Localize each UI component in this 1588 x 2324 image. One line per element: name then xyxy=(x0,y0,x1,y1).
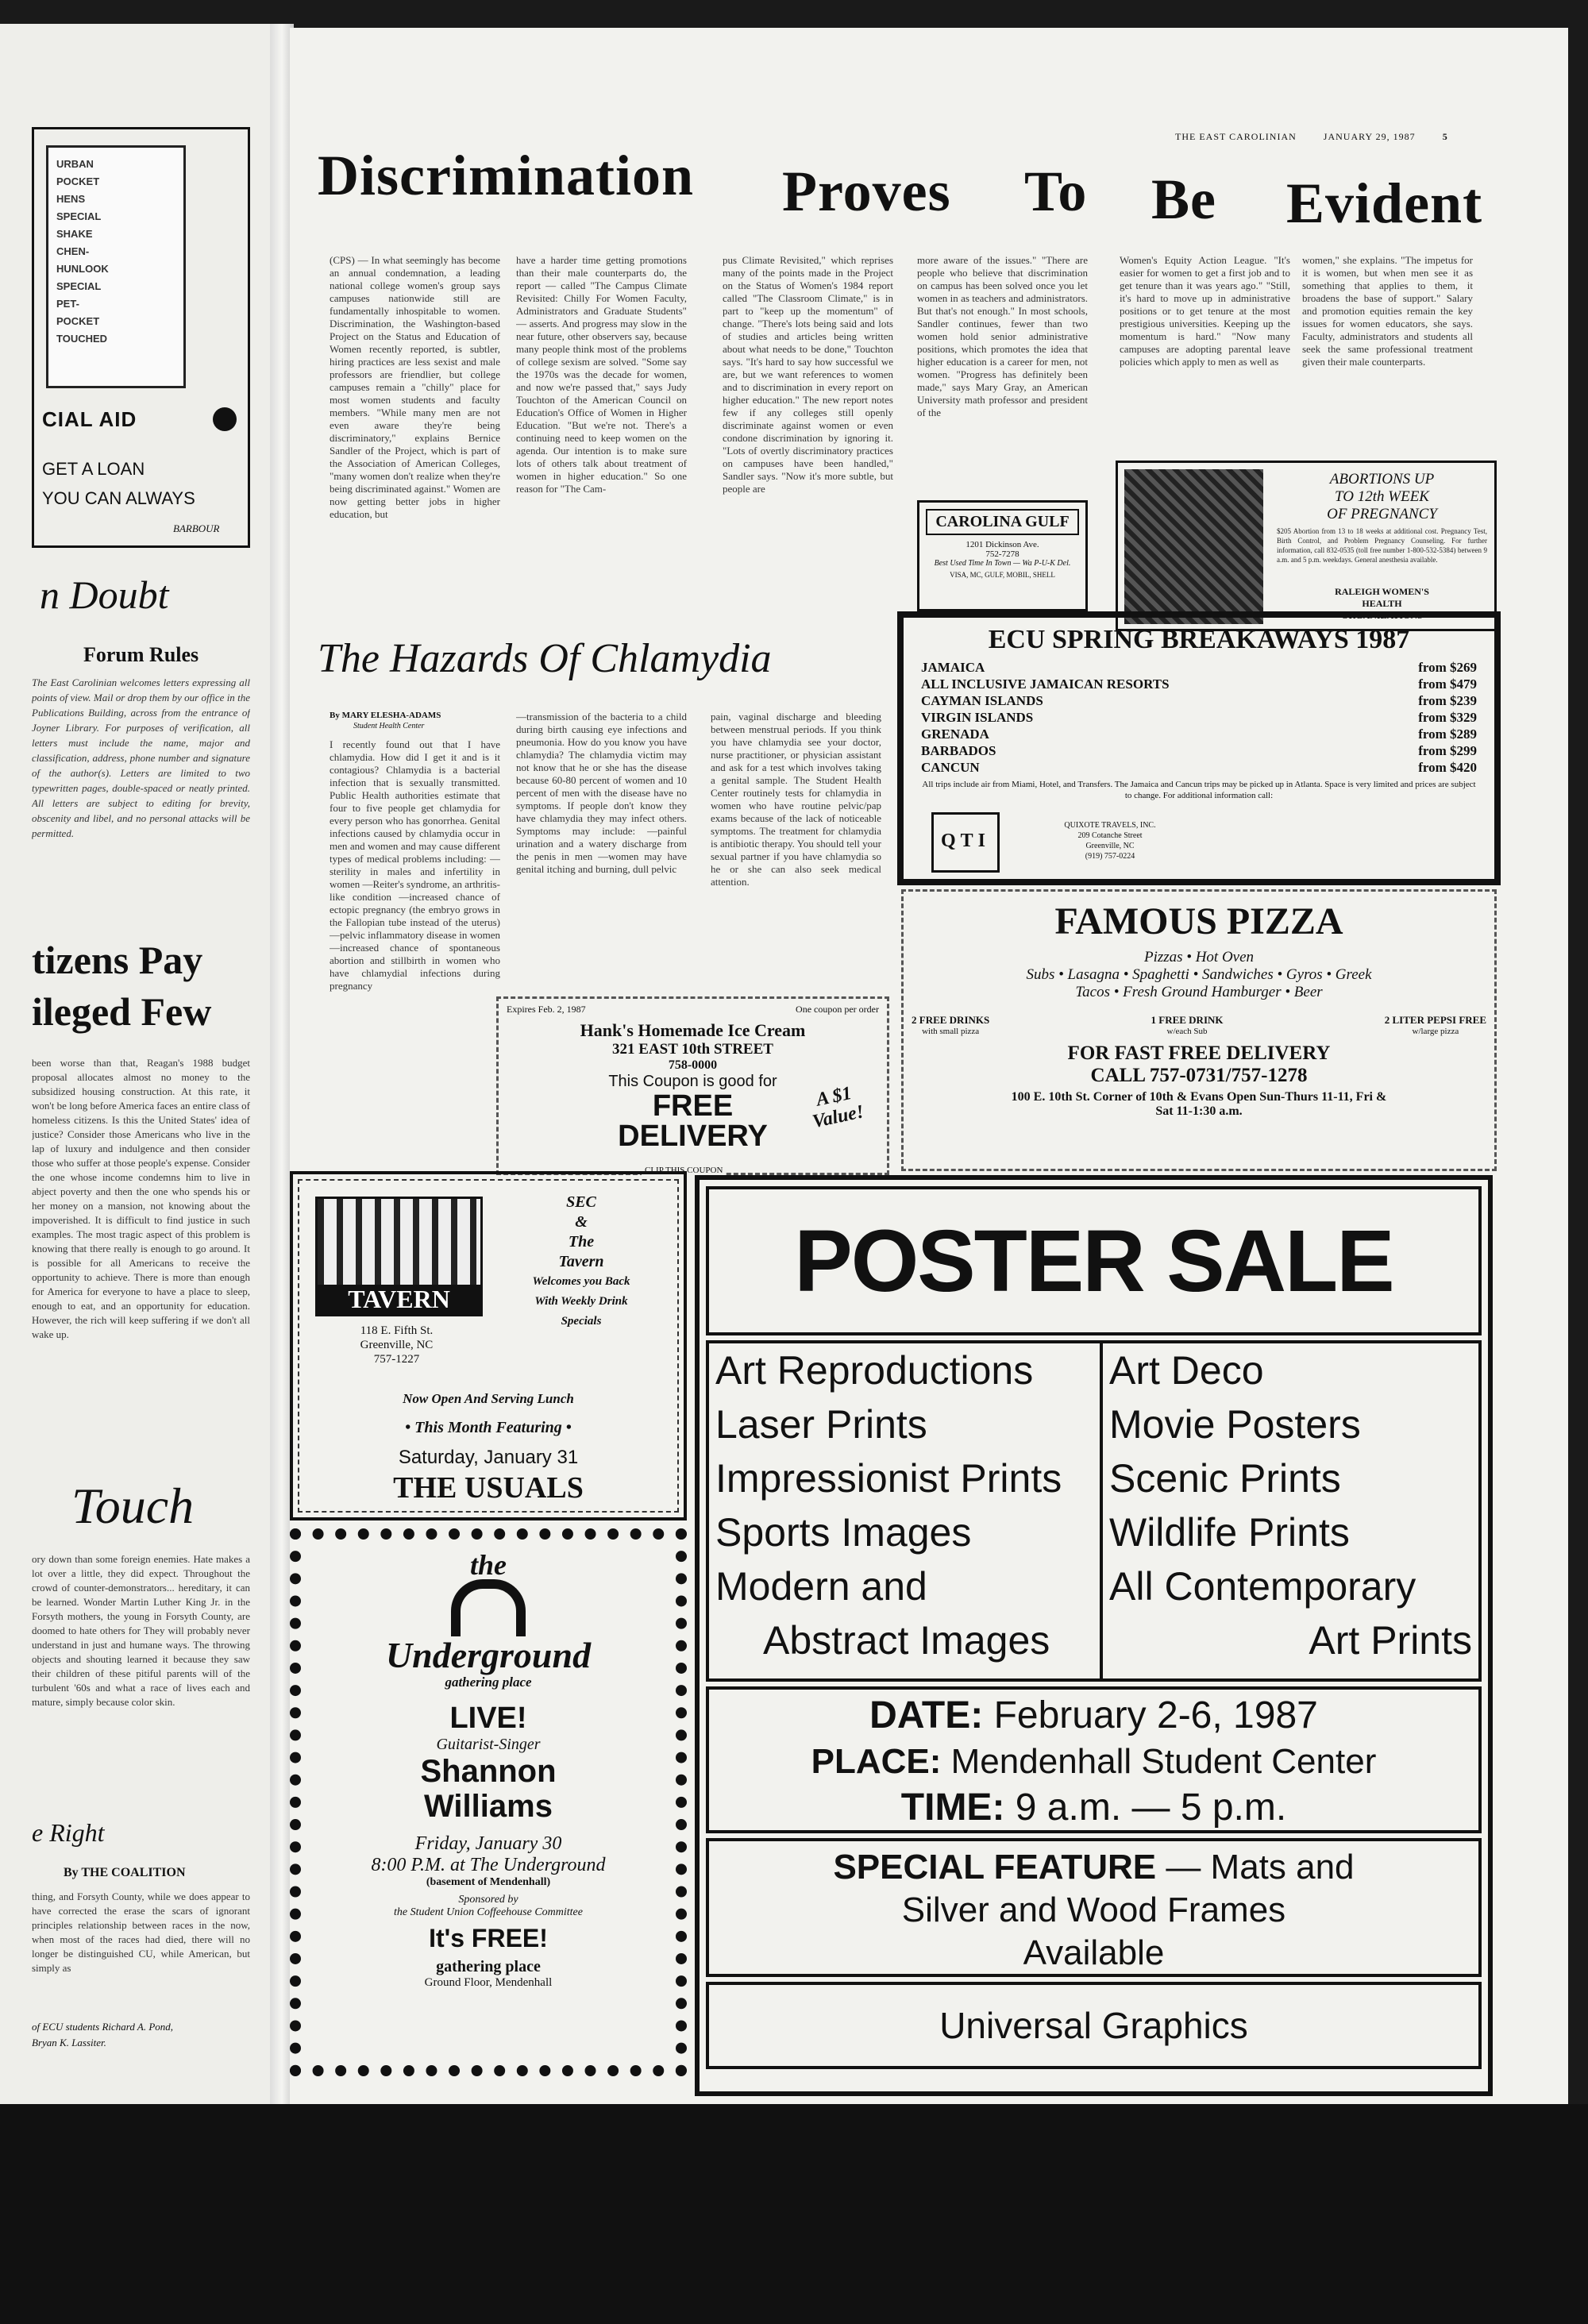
poster-item-right-2: Movie Posters xyxy=(1109,1402,1361,1447)
left-article-text-4: thing, and Forsyth County, while we does appear to have corrected the erase the scars of ignorant principles relationship between races in the now, when most of the races had died, there will no longer be distinguished CU, while American, but simply as xyxy=(32,1890,250,1974)
pizza-deal-3 xyxy=(1385,1014,1486,1036)
pizza-deal-1-sub: with small pizza xyxy=(922,1027,980,1036)
pizza-deal-2 xyxy=(1151,1014,1224,1036)
poster-time: 9 a.m. — 5 p.m. xyxy=(1015,1786,1287,1829)
cartoon-sign-line: SHAKE xyxy=(56,228,93,240)
article-column-1: (CPS) — In what seemingly has become an annual condemnation, a leading national college women's group says campuses nationwide still are fundamentally inhospitable to women. Discrimination, the Washington-based Project on the Status and Education of Women recently reported, is subtler, hiring practices are less sexist and male professors are friendlier, but college campuses remain a "chilly" place for most women students and faculty members. "While many men are not even aware they're being discriminatory," explains Bernice Sandler of the Project, which is part of the Association of American Colleges, "many women don't realize when they're being discriminated against." Women are now getting better jobs in higher education, but xyxy=(330,254,500,520)
tavern-lunch: Now Open And Serving Lunch xyxy=(403,1391,574,1406)
underground-role: Guitarist-Singer xyxy=(436,1736,541,1753)
cartoon-sign xyxy=(46,145,186,388)
cartoon-sign-line: PET- xyxy=(56,298,79,310)
abortion-body: $205 Abortion from 13 to 18 weeks at additional cost. Pregnancy Test, Birth Control, and Problem Pregnancy Counseling. For further information, call 832-0535 (toll free number 1-800-532-5384) between 9 a.m. and 5 p.m. weekdays. General anesthesia available. xyxy=(1277,527,1487,564)
underground-time: 8:00 P.M. at The Underground xyxy=(371,1855,606,1875)
tavern-specials xyxy=(498,1193,665,1332)
poster-items xyxy=(706,1340,1482,1682)
breakaway-price: from $420 xyxy=(1418,760,1477,775)
poster-time-label: TIME: xyxy=(900,1786,1005,1829)
cartoon-sign-line: POCKET xyxy=(56,315,100,327)
newspaper-page xyxy=(290,28,1568,2108)
cartoon-sign-line: TOUCHED xyxy=(56,333,108,345)
poster-item-left-3: Impressionist Prints xyxy=(715,1456,1062,1501)
cartoon-sign-lines xyxy=(48,148,183,356)
abortion-title-1: ABORTIONS UP xyxy=(1329,471,1435,488)
breakaway-row xyxy=(921,726,1477,742)
carolina-gulf-address: 1201 Dickinson Ave. xyxy=(966,540,1039,549)
pizza-deal-1 xyxy=(912,1014,989,1036)
breakaway-destination: ALL INCLUSIVE JAMAICAN RESORTS xyxy=(921,676,1170,692)
poster-date: February 2-6, 1987 xyxy=(993,1694,1318,1736)
breakaways-title: ECU SPRING BREAKAWAYS 1987 xyxy=(988,625,1410,654)
abortion-ad-text xyxy=(1273,471,1491,523)
left-headline-privileged: ileged Few xyxy=(32,989,212,1034)
tavern-and: & xyxy=(575,1213,588,1231)
forum-rules-text: The East Carolinian welcomes letters expressing all points of view. Mail or drop them by our office in the Publications Building, across from the entrance of Joyner Library. For purposes of verification, all letters must include the name, major and classification, address, phone number and signature of the author(s). Letters are limited to two typewritten pages, double-spaced or neatly printed. All letters are subject to editing for brevity, obscenity and libel, and no personal attacks will be permitted. xyxy=(32,676,250,839)
quixote-phone: (919) 757-0224 xyxy=(1085,852,1135,861)
pizza-deal-3-sub: w/large pizza xyxy=(1412,1027,1459,1036)
breakaway-destination: BARBADOS xyxy=(921,743,996,758)
underground-gathering: gathering place xyxy=(445,1675,532,1690)
left-page xyxy=(0,24,282,2104)
headline-word-3: To xyxy=(1024,160,1088,223)
poster-place-label: PLACE: xyxy=(811,1742,942,1781)
qti-logo xyxy=(931,812,1000,873)
poster-feature-rest: — Mats and xyxy=(1156,1848,1355,1887)
article-column-3: pus Climate Revisited," which reprises many of the points made in the Project on the Status of Women's 1984 report called "The Classroom Climate," is in part to "keep up the momentum" of change. "There's lots being said and lots of studies and articles being written about what needs to be done," Touchton says. "It's hard to say how successful we are, but we want references to women and to discrimination in every report on higher education." The new report notes few if any colleges still openly discriminate against women or even condone discrimination by ignoring it. "Lots of overtly discriminatory practices on campuses have been handled," Sandler says. "Now it's more subtle, but people are xyxy=(723,254,893,495)
abortion-org-2: HEALTH xyxy=(1362,598,1402,609)
poster-item-left-6: Abstract Images xyxy=(763,1618,1050,1663)
breakaway-price: from $269 xyxy=(1418,660,1477,675)
cartoon-text-2: YOU CAN ALWAYS xyxy=(42,488,195,508)
tavern-specials-text: Specials xyxy=(561,1315,602,1328)
poster-item-left-5: Modern and xyxy=(715,1564,927,1609)
pizza-deal-1-title: 2 FREE DRINKS xyxy=(912,1014,990,1026)
article-column-6: women," she explains. "The impetus for it is women, but when men see it as something that applies to them, it broadens the base of support." Salary and promotion equities remain the key issues for women educators, she says. Faculty, administrators and students all seek the same professional treatment given their male counterparts. xyxy=(1302,254,1473,368)
hanks-clip: CLIP THIS COUPON xyxy=(642,1166,726,1175)
hanks-delivery: DELIVERY xyxy=(618,1120,768,1153)
hanks-limit: One coupon per order xyxy=(796,1004,879,1015)
pizza-call: CALL 757-0731/757-1278 xyxy=(1090,1065,1308,1086)
carolina-gulf-name: CAROLINA GULF xyxy=(926,509,1079,535)
tavern-weekly: With Weekly Drink xyxy=(534,1295,628,1308)
hanks-phone: 758-0000 xyxy=(668,1058,718,1072)
headline-word-5: Evident xyxy=(1286,172,1483,235)
hanks-expires: Expires Feb. 2, 1987 xyxy=(507,1004,586,1015)
hanks-coupon xyxy=(496,996,889,1175)
poster-date-line xyxy=(709,1693,1478,1739)
underground-floor: Ground Floor, Mendenhall xyxy=(424,1976,553,1989)
hanks-free: FREE xyxy=(652,1089,734,1123)
pizza-deal-3-title: 2 LITER PEPSI FREE xyxy=(1384,1014,1486,1026)
breakaways-list xyxy=(921,659,1477,776)
quixote-info xyxy=(999,820,1221,861)
underground-date: Friday, January 30 xyxy=(414,1833,562,1854)
underground-sponsored: Sponsored by xyxy=(458,1894,518,1906)
tavern-band: THE USUALS xyxy=(393,1471,584,1505)
pizza-address: 100 E. 10th St. Corner of 10th & Evans Open Sun-Thurs 11-11, Fri & xyxy=(1011,1090,1387,1104)
left-headline-doubt: n Doubt xyxy=(40,572,169,617)
pizza-menu-3: Tacos • Fresh Ground Hamburger • Beer xyxy=(1075,984,1323,1000)
underground-the: the xyxy=(469,1549,507,1581)
pizza-delivery: FOR FAST FREE DELIVERY xyxy=(1067,1043,1331,1064)
hanks-name: Hank's Homemade Ice Cream xyxy=(580,1020,806,1040)
underground-performer-2: Williams xyxy=(424,1789,553,1824)
poster-sale-ad xyxy=(695,1175,1493,2096)
chlamydia-column-1: I recently found out that I have chlamydia. How did I get it and is it contagious? Chlamydia is a bacterial infection that is sexually transmitted. Public Health authorities estimate that four to five people get chlamydia for every person who has gonorrhea. Genital infections caused by chlamydia occur in men and women and may cause different types of medical problems including: —sterility in males and infertility in women —Reiter's syndrome, an arthritis-like condition —increased chance of ectopic pregnancy (the embryo grows in the Fallopian tube instead of the uterus) —pelvic inflammatory disease in women —increased chance of spontaneous abortion and stillbirth in women who have chlamydial infections during pregnancy xyxy=(330,738,500,992)
cartoon-sign-line: HENS xyxy=(56,193,86,205)
abortion-org-3: ORGANIZATIONS xyxy=(1341,610,1423,621)
tavern-logo-name: TAVERN xyxy=(318,1285,480,1314)
quixote-name: QUIXOTE TRAVELS, INC. xyxy=(1064,821,1156,830)
tavern-address: 118 E. Fifth St. xyxy=(360,1324,434,1337)
abortion-ad xyxy=(1116,461,1497,631)
poster-feature-line-2: Silver and Wood Frames xyxy=(901,1890,1286,1929)
abortion-ad-photo xyxy=(1124,469,1263,624)
carolina-gulf-ad xyxy=(917,500,1088,611)
cartoon-text-1: GET A LOAN xyxy=(42,459,145,479)
carolina-gulf-extra: VISA, MC, GULF, MOBIL, SHELL xyxy=(950,571,1055,579)
chlamydia-byline-sub: Student Health Center xyxy=(353,722,425,730)
pizza-deal-2-title: 1 FREE DRINK xyxy=(1151,1014,1224,1026)
poster-place: Mendenhall Student Center xyxy=(950,1742,1377,1781)
underground-name: Underground xyxy=(385,1635,592,1675)
poster-feature-line-1 xyxy=(709,1846,1478,1889)
headline-word-1: Discrimination xyxy=(318,144,694,207)
pizza-menu-1: Pizzas • Hot Oven xyxy=(1143,949,1255,965)
poster-item-right-1: Art Deco xyxy=(1109,1348,1264,1393)
tavern-city: Greenville, NC xyxy=(360,1339,434,1351)
abortion-org-1: RALEIGH WOMEN'S xyxy=(1335,586,1429,597)
poster-item-right-3: Scenic Prints xyxy=(1109,1456,1341,1501)
breakaway-destination: JAMAICA xyxy=(921,660,985,675)
chlamydia-headline: The Hazards Of Chlamydia xyxy=(318,636,772,681)
poster-sponsor: Universal Graphics xyxy=(939,2005,1248,2046)
pizza-deals xyxy=(912,1014,1486,1036)
spring-breakaways-ad xyxy=(897,611,1501,885)
left-headline-citizens: tizens Pay xyxy=(32,938,203,982)
quixote-city: Greenville, NC xyxy=(1085,842,1135,850)
breakaway-destination: VIRGIN ISLANDS xyxy=(921,710,1034,725)
underground-free: It's FREE! xyxy=(429,1924,548,1952)
breakaway-destination: GRENADA xyxy=(921,726,989,742)
left-headline-touch: Touch xyxy=(71,1478,195,1534)
scan-background-bottom xyxy=(0,2104,1588,2324)
cartoon-signature: BARBOUR xyxy=(173,522,220,534)
tavern-the: The xyxy=(568,1233,595,1251)
quixote-address: 209 Cotanche Street xyxy=(1077,831,1143,840)
underground-sponsor: the Student Union Coffeehouse Committee xyxy=(394,1906,583,1918)
breakaway-price: from $299 xyxy=(1418,743,1477,758)
tavern-date: Saturday, January 31 xyxy=(398,1447,579,1468)
headline-word-4: Be xyxy=(1151,168,1216,231)
poster-date-label: DATE: xyxy=(869,1694,984,1736)
poster-details xyxy=(706,1686,1482,1833)
carolina-gulf-tagline: Best Used Time In Town — Wa P-U-K Del. xyxy=(934,559,1071,568)
breakaway-row xyxy=(921,692,1477,709)
breakaway-row xyxy=(921,709,1477,726)
poster-item-left-1: Art Reproductions xyxy=(715,1348,1034,1393)
cartoon-sign-line: SPECIAL xyxy=(56,280,102,292)
cartoon-sign-line: POCKET xyxy=(56,175,100,187)
left-signature-2: Bryan K. Lassiter. xyxy=(32,2037,106,2048)
poster-feature-label: SPECIAL FEATURE xyxy=(833,1848,1157,1887)
cartoon-panel xyxy=(32,127,250,548)
hanks-coupon-good: This Coupon is good for xyxy=(608,1073,777,1090)
poster-place-line xyxy=(709,1739,1478,1785)
breakaway-price: from $289 xyxy=(1418,726,1477,742)
page-number: 5 xyxy=(1442,131,1448,142)
abortion-title-3: OF PREGNANCY xyxy=(1327,506,1437,522)
breakaway-price: from $329 xyxy=(1418,710,1477,725)
qti-logo-text: QTI xyxy=(940,831,990,851)
pizza-menu-2: Subs • Lasagna • Spaghetti • Sandwiches • Gyros • Greek xyxy=(1026,966,1372,983)
underground-arch-icon xyxy=(451,1579,526,1636)
poster-item-right-5: All Contemporary xyxy=(1109,1564,1416,1609)
page-header xyxy=(1175,131,1448,143)
left-article-text-2: been worse than that, Reagan's 1988 budget proposal allocates almost no money to the subsidized housing construction. At this rate, it won't be long before America faces an entire class of homeless citizens. Is this the United States' idea of justice? Consider those Americans who live in the lap of luxury and indulgence and then consider those who suffer at those people's expense. Consider the one whose income condemns him to live in abject poverty and then the one who spends his or her money on a mansion, not knowing about the impoverished. It is difficult to find justice in such examples. The most tragic aspect of this problem is knowing that there really is enough to go around. It is possible for all Americans to receive the opportunity to achieve. There is more than enough for America for everyone to have a place to sleep, enough to eat, and an opportunity for education. However, the rich will keep suffering if we don't all wake up. xyxy=(32,1057,250,1340)
tavern-tavern: Tavern xyxy=(558,1253,604,1270)
tavern-welcome: Welcomes you Back xyxy=(532,1275,630,1288)
paper-date: JANUARY 29, 1987 xyxy=(1323,131,1416,142)
pizza-deal-2-sub: w/each Sub xyxy=(1166,1027,1208,1036)
article-column-5: Women's Equity Action League. "It's easier for women to get a first job and to get tenure than it was years ago." "Still, it's hard to move up in administrative positions or to get tenure at the most prestigious universities. Keeping up the momentum is hard." "Now many campuses are adopting parental leave policies which apply to men as well as xyxy=(1120,254,1290,368)
underground-gp: gathering place xyxy=(436,1958,541,1975)
breakaway-price: from $239 xyxy=(1418,693,1477,708)
hanks-address: 321 EAST 10th STREET xyxy=(612,1041,773,1058)
cartoon-sign-line: SPECIAL xyxy=(56,210,102,222)
poster-feature-line-3: Available xyxy=(1023,1933,1165,1972)
headline-word-2: Proves xyxy=(782,160,951,223)
breakaway-row xyxy=(921,742,1477,759)
pizza-hours: Sat 11-1:30 a.m. xyxy=(1155,1104,1243,1118)
article-column-2: have a harder time getting promotions than their male counterparts do, the report — called "The Campus Climate Revisited: Chilly For Women Faculty, Administrators and Graduate Students" — asserts. And progress may slow in the near future, other observers say, because many people think most of the problems of college sexism are solved. "Some say the 1970s was the decade for women, and now we're passed that," says Judy Touchton of the American Council on Education's Office of Women in Higher Education. "But we're not. There's a continuing need to keep women on the agenda. Our intention is to make sure lots of others talk about treatment of women in higher education." So one reason for "The Cam- xyxy=(516,254,687,495)
left-signature-1: of ECU students Richard A. Pond, xyxy=(32,2021,174,2033)
cartoon-sign-line: URBAN xyxy=(56,158,94,170)
breakaway-price: from $479 xyxy=(1418,676,1477,692)
cartoon-circle-icon xyxy=(213,407,237,431)
left-byline-coalition: By THE COALITION xyxy=(64,1866,186,1879)
left-article-text-3: ory down than some foreign enemies. Hate makes a lot over a little, they did expect. Throughout the crowd of counter-demonstrators... hereditary, it can be learned. Wonder Martin Luther King Jr. in the Forsyth mothers, the young in Forsyth County, are doomed to hate others for They will probably never understand in just and humane ways. The throwing objects and shouting learned it because they saw their children of these pitiful parents will of the turbulent '60s and what a race of lives each and mature, simply because color skin. xyxy=(32,1553,250,1708)
tavern-featuring: • This Month Featuring • xyxy=(405,1419,572,1436)
poster-time-line xyxy=(709,1785,1478,1831)
breakaway-row xyxy=(921,676,1477,692)
tavern-contact xyxy=(315,1324,478,1366)
breakaways-note: All trips include air from Miami, Hotel, and Transfers. The Jamaica and Cancun trips may be picked up in Atlanta. Space is very limited and prices are subject to change. For additional information call: xyxy=(922,780,1476,800)
poster-items-right xyxy=(1103,1340,1482,1682)
underground-basement: (basement of Mendenhall) xyxy=(426,1876,551,1888)
pizza-title: FAMOUS PIZZA xyxy=(1054,900,1343,942)
breakaway-row xyxy=(921,759,1477,776)
tavern-ad xyxy=(290,1171,687,1520)
hanks-value: A $1 Value! xyxy=(811,1082,866,1133)
poster-item-right-6: Art Prints xyxy=(1309,1618,1472,1663)
poster-item-left-4: Sports Images xyxy=(715,1510,972,1555)
hanks-coupon-top xyxy=(507,1004,879,1016)
abortion-title-2: TO 12th WEEK xyxy=(1335,488,1429,505)
left-headline-right: e Right xyxy=(32,1818,105,1847)
forum-rules-title: Forum Rules xyxy=(83,643,199,666)
breakaway-destination: CAYMAN ISLANDS xyxy=(921,693,1043,708)
poster-item-left-2: Laser Prints xyxy=(715,1402,927,1447)
tavern-phone: 757-1227 xyxy=(373,1353,420,1366)
paper-name: THE EAST CAROLINIAN xyxy=(1175,131,1297,142)
article-column-4: more aware of the issues." "There are people who believe that discrimination on campus has been solved once you let women in as teachers and administrators. But that's not enough." In most schools, Sandler continues, fewer than two women hold senior administrative positions, which promotes the idea that higher education is a career for men, not women. "Progress has definitely been made," says Mary Gray, an American University math professor and president of the xyxy=(917,254,1088,418)
breakaway-destination: CANCUN xyxy=(921,760,980,775)
chlamydia-column-3: pain, vaginal discharge and bleeding between menstrual periods. If you think you have chlamydia see your doctor, nurse practitioner, or physician assistant and ask for a test which involves taking a genital sample. The Student Health Center routinely tests for chlamydia in women who have routine pelvic/pap exams because of the lack of noticeable symptoms. The treatment for chlamydia is antibiotic therapy. You should tell your sexual partner if you have chlamydia so he or she can also seek medical attention. xyxy=(711,711,881,888)
poster-items-left xyxy=(706,1340,1103,1682)
cartoon-label: CIAL AID xyxy=(42,407,137,431)
underground-ad xyxy=(290,1528,687,2076)
famous-pizza-ad xyxy=(901,889,1497,1171)
underground-live: LIVE! xyxy=(449,1702,527,1735)
tavern-sec: SEC xyxy=(566,1193,596,1211)
poster-title: POSTER SALE xyxy=(794,1212,1393,1310)
tavern-logo xyxy=(315,1197,483,1316)
poster-sponsor-box xyxy=(706,1982,1482,2069)
underground-performer-1: Shannon xyxy=(420,1754,557,1789)
chlamydia-column-2: —transmission of the bacteria to a child during birth causing eye infections and pneumonia. How do you know you have chlamydia? The chlamydia victim may not know that he or she has the disease because 60-80 percent of women and 10 percent of men with the disease have no symptoms. If people don't know they have chlamydia they may infect others. Symptoms may include: —painful urination and a watery discharge from the penis in men —women may have genital itching and burning, dull pelvic xyxy=(516,711,687,875)
poster-feature xyxy=(706,1838,1482,1977)
breakaway-row xyxy=(921,659,1477,676)
cartoon-sign-line: CHEN- xyxy=(56,245,90,257)
chlamydia-byline: By MARY ELESHA-ADAMS xyxy=(330,711,441,720)
poster-title-box xyxy=(706,1186,1482,1335)
carolina-gulf-phone: 752-7278 xyxy=(985,549,1019,559)
poster-item-right-4: Wildlife Prints xyxy=(1109,1510,1350,1555)
cartoon-sign-line: HUNLOOK xyxy=(56,263,109,275)
